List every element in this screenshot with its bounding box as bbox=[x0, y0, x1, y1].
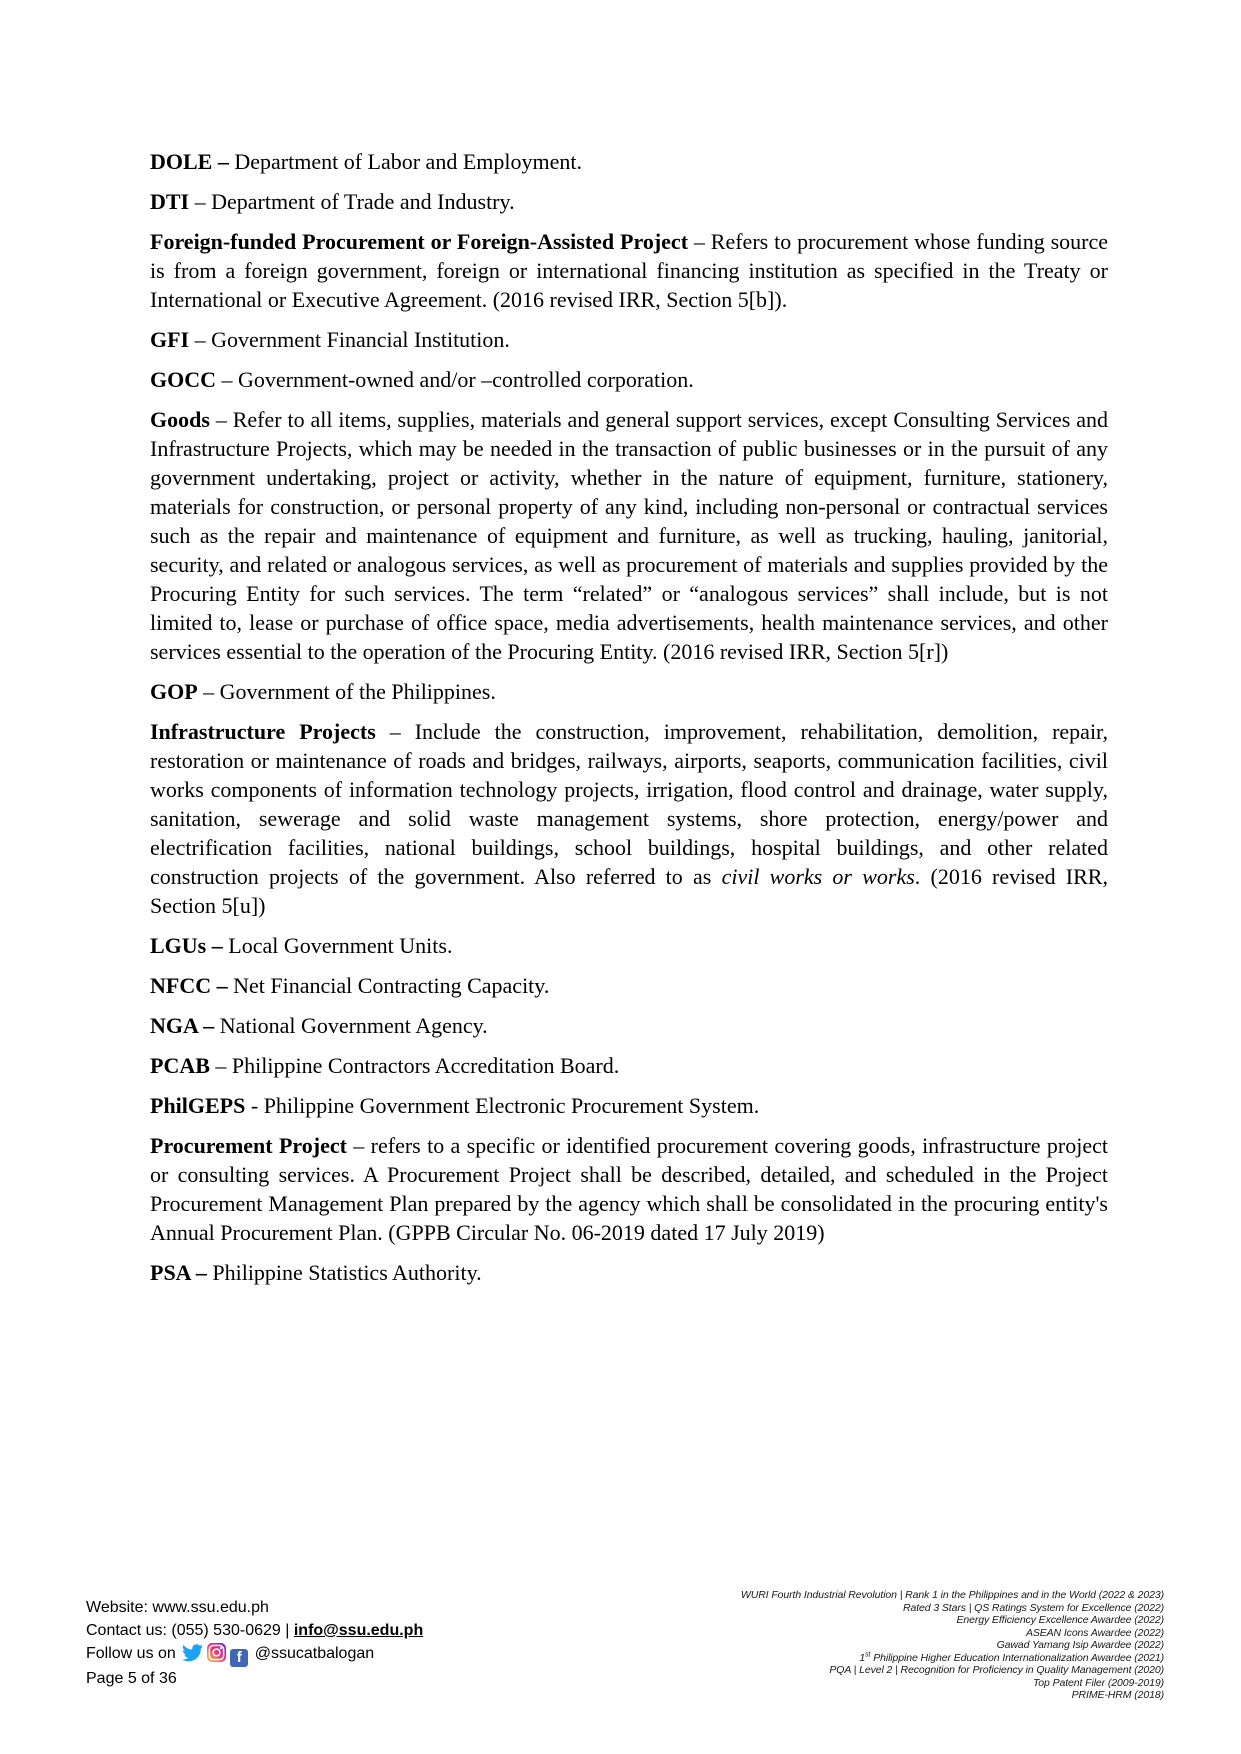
award-line: Top Patent Filer (2009-2019) bbox=[1032, 1676, 1164, 1689]
definition-dash: - bbox=[245, 1093, 264, 1118]
definition-dash: – bbox=[216, 367, 238, 392]
definition-dash: – bbox=[189, 189, 212, 214]
definition-text: Philippine Government Electronic Procurement System. bbox=[263, 1093, 760, 1118]
website-line: Website: www.ssu.edu.ph bbox=[86, 1599, 269, 1616]
definition-term: Infrastructure Projects bbox=[150, 719, 376, 744]
definition-paragraph bbox=[150, 1051, 1108, 1080]
award-line: Rated 3 Stars | QS Ratings System for Excellence (2022) bbox=[902, 1601, 1164, 1614]
definition-paragraph bbox=[150, 187, 1108, 216]
definition-term: GOCC bbox=[150, 367, 216, 392]
definition-text: . (2016 revised IRR, Section 5[u]) bbox=[150, 864, 1108, 918]
footer-contact-block bbox=[86, 1596, 423, 1690]
definition-text: Government-owned and/or –controlled corporation. bbox=[238, 367, 694, 392]
definition-term: NFCC bbox=[150, 973, 212, 998]
definition-text: Government of the Philippines. bbox=[219, 679, 496, 704]
definitions-list bbox=[150, 147, 1108, 1298]
definition-paragraph bbox=[150, 365, 1108, 394]
definition-text: Philippine Contractors Accreditation Board. bbox=[231, 1053, 620, 1078]
award-line: PQA | Level 2 | Recognition for Proficiency in Quality Management (2020) bbox=[829, 1664, 1164, 1676]
award-line: 1st Philippine Higher Education Internationalization Awardee (2021) bbox=[859, 1651, 1164, 1664]
definition-dash: – bbox=[206, 933, 229, 958]
definition-term: PhilGEPS bbox=[150, 1093, 246, 1118]
definition-text: Refers to procurement whose funding source is from a foreign government, foreign or international financing institution as specified in the Treaty or International or Executive Agreement. (2016 revised IRR, Section 5[b]). bbox=[150, 229, 1108, 312]
definition-text: refers to a specific or identified procurement covering goods, infrastructure project or consulting services. A Procurement Project shall be described, detailed, and scheduled in the Project Procurement Management Plan prepared by the agency which shall be consolidated in the procuring entity's Annual Procurement Plan. (GPPB Circular No. 06-2019 dated 17 July 2019) bbox=[150, 1133, 1108, 1245]
facebook-icon[interactable]: f bbox=[230, 1649, 248, 1667]
definition-dash: – bbox=[375, 719, 415, 744]
follow-label: Follow us on bbox=[86, 1645, 181, 1662]
definition-term: GFI bbox=[150, 327, 190, 352]
definition-dash: – bbox=[190, 1260, 213, 1285]
definition-paragraph bbox=[150, 1091, 1108, 1120]
definition-text: Local Government Units. bbox=[228, 933, 453, 958]
definition-paragraph bbox=[150, 717, 1108, 920]
definition-dash: – bbox=[189, 327, 212, 352]
instagram-icon[interactable] bbox=[207, 1643, 226, 1662]
contact-label: Contact us: (055) 530-0629 | bbox=[86, 1622, 294, 1639]
page-number: Page 5 of 36 bbox=[86, 1670, 177, 1687]
definition-term: GOP bbox=[150, 679, 198, 704]
awards-block bbox=[741, 1589, 1164, 1702]
definition-dash: – bbox=[346, 1133, 371, 1158]
definition-term: Foreign-funded Procurement or Foreign-Assisted Project bbox=[150, 229, 689, 254]
definition-text-italic: civil works or works bbox=[721, 864, 915, 889]
definition-paragraph bbox=[150, 1258, 1108, 1287]
twitter-icon[interactable] bbox=[182, 1644, 203, 1662]
definition-term: Procurement Project bbox=[150, 1133, 347, 1158]
definition-paragraph bbox=[150, 1131, 1108, 1247]
definition-dash: – bbox=[211, 973, 234, 998]
definition-term: LGUs bbox=[150, 933, 207, 958]
definition-term: DOLE bbox=[150, 149, 213, 174]
definition-dash: – bbox=[209, 407, 233, 432]
contact-line bbox=[86, 1619, 423, 1642]
definition-text: Department of Trade and Industry. bbox=[211, 189, 515, 214]
definition-paragraph bbox=[150, 971, 1108, 1000]
follow-line bbox=[86, 1642, 423, 1667]
definition-paragraph bbox=[150, 227, 1108, 314]
definition-paragraph bbox=[150, 931, 1108, 960]
definition-text: Net Financial Contracting Capacity. bbox=[233, 973, 550, 998]
award-line: ASEAN Icons Awardee (2022) bbox=[1025, 1626, 1164, 1639]
definition-dash: – bbox=[209, 1053, 232, 1078]
definition-text: Department of Labor and Employment. bbox=[234, 149, 582, 174]
definition-paragraph bbox=[150, 325, 1108, 354]
social-handle: @ssucatbalogan bbox=[254, 1645, 375, 1662]
definition-text: National Government Agency. bbox=[219, 1013, 488, 1038]
definition-text: Philippine Statistics Authority. bbox=[212, 1260, 482, 1285]
definition-dash: – bbox=[212, 149, 235, 174]
definition-text: Government Financial Institution. bbox=[211, 327, 510, 352]
definition-term: NGA bbox=[150, 1013, 198, 1038]
award-line: Gawad Yamang Isip Awardee (2022) bbox=[996, 1639, 1164, 1651]
definition-term: PSA bbox=[150, 1260, 191, 1285]
definition-dash: – bbox=[197, 1013, 220, 1038]
email-link[interactable]: info@ssu.edu.ph bbox=[293, 1622, 424, 1639]
definition-dash: – bbox=[197, 679, 220, 704]
definition-text: Refer to all items, supplies, materials and general support services, except Consulting Services and Infrastructure Projects, which may be needed in the transaction of public businesses or in the pursuit of any government undertaking, project or activity, whether in the nature of equipment, furniture, stationery, materials for construction, or personal property of any kind, including non-personal or contractual services such as the repair and maintenance of equipment and furniture, as well as trucking, hauling, janitorial, security, and related or analogous services, as well as procurement of materials and supplies provided by the Procuring Entity for such services. The term “related” or “analogous services” shall include, but is not limited to, lease or purchase of office space, media advertisements, health maintenance services, and other services essential to the operation of the Procuring Entity. (2016 revised IRR, Section 5[r]) bbox=[150, 407, 1108, 664]
definition-term: PCAB bbox=[150, 1053, 210, 1078]
definition-term: Goods bbox=[150, 407, 210, 432]
definition-paragraph bbox=[150, 677, 1108, 706]
definition-paragraph bbox=[150, 147, 1108, 176]
definition-paragraph bbox=[150, 1011, 1108, 1040]
award-line: WURI Fourth Industrial Revolution | Rank 1 in the Philippines and in the World (2022 & 2023) bbox=[740, 1589, 1164, 1601]
definition-paragraph bbox=[150, 405, 1108, 666]
definition-text: Include the construction, improvement, rehabilitation, demolition, repair, restoration or maintenance of roads and bridges, railways, airports, seaports, communication facilities, civil works components of information technology projects, irrigation, flood control and drainage, water supply, sanitation, sewerage and solid waste management systems, shore protection, energy/power and electrification facilities, national buildings, school buildings, hospital buildings, and other related construction projects of the government. Also referred to as bbox=[150, 719, 1108, 889]
definition-term: DTI bbox=[150, 189, 190, 214]
award-line: Energy Efficiency Excellence Awardee (2022) bbox=[956, 1614, 1164, 1626]
definition-dash: – bbox=[688, 229, 711, 254]
award-line: PRIME-HRM (2018) bbox=[1071, 1689, 1164, 1701]
